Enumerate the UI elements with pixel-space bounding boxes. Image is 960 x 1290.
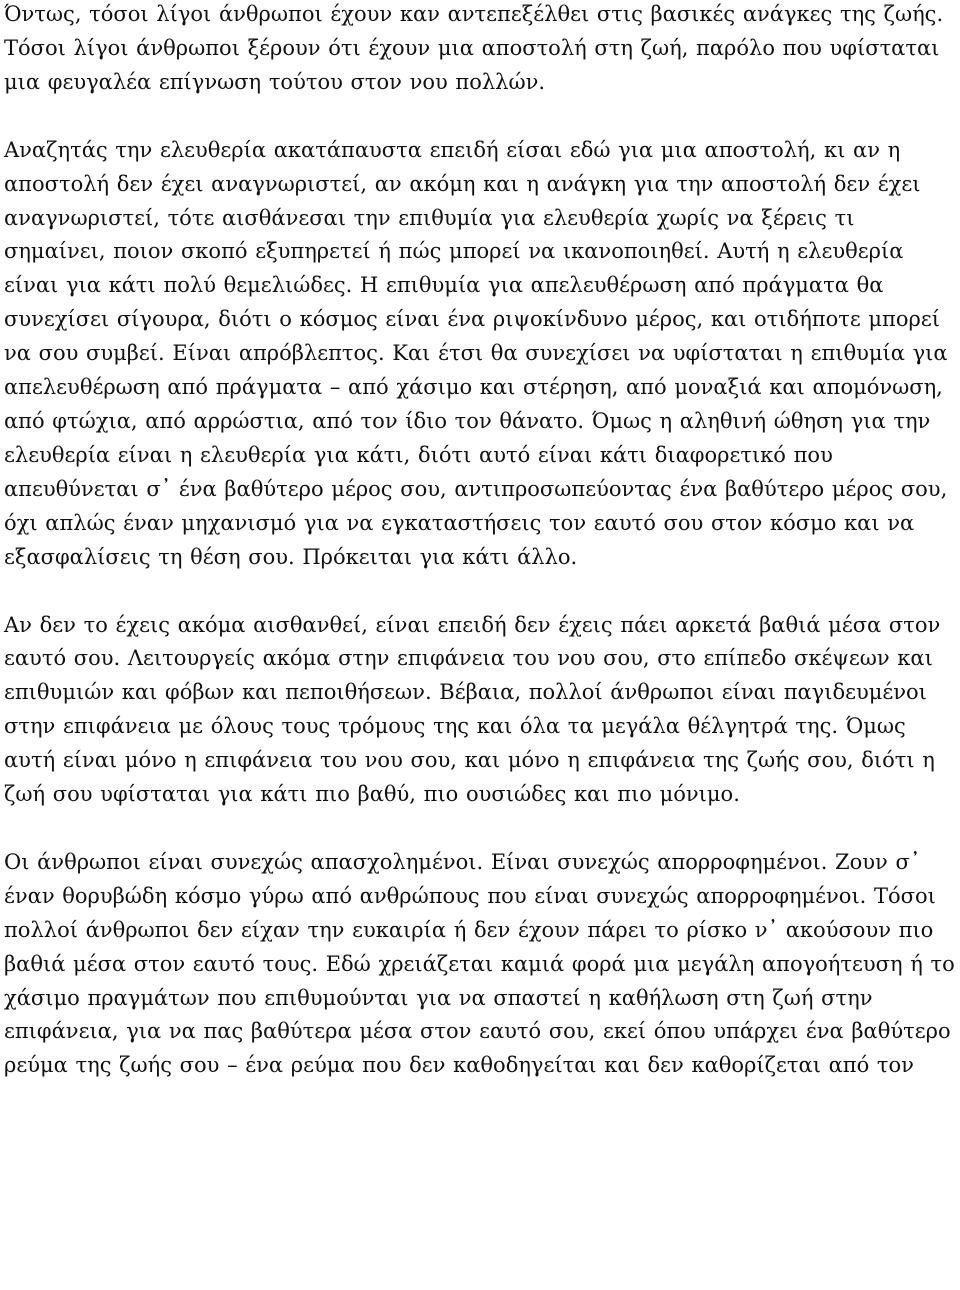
paragraph-1: Όντως, τόσοι λίγοι άνθρωποι έχουν καν αντεπεξέλθει στις βασικές ανάγκες της ζωής. Τόσοι λίγοι άνθρωποι ξέρουν ότι έχουν μια αποστολή στη ζωή, παρόλο που υφίσταται μια φευγαλέα επίγνωση τούτου στον νου πολλών. [4, 2, 944, 94]
paragraph-3: Αν δεν το έχεις ακόμα αισθανθεί, είναι επειδή δεν έχεις πάει αρκετά βαθιά μέσα στον εαυτό σου. Λειτουργείς ακόμα στην επιφάνεια του νου σου, στο επίπεδο σκέψεων και επιθυμιών και φόβων και πεποιθήσεων. Βέβαια, πολλοί άνθρωποι είναι παγιδευμένοι στην επιφάνεια με όλους τους τρόμους της και όλα τα μεγάλα θέλγητρά της. Όμως αυτή είναι μόνο η επιφάνεια του νου σου, και μόνο η επιφάνεια της ζωής σου, διότι η ζωή σου υφίσταται για κάτι πιο βαθύ, πιο ουσιώδες και πιο μόνιμο. [4, 612, 941, 807]
paragraph-2: Αναζητάς την ελευθερία ακατάπαυστα επειδή είσαι εδώ για μια αποστολή, κι αν η αποστολή δεν έχει αναγνωριστεί, αν ακόμη και η ανάγκη για την αποστολή δεν έχει αναγνωριστεί, τότε αισθάνεσαι την επιθυμία για ελευθερία χωρίς να ξέρεις τι σημαίνει, ποιον σκοπό εξυπηρετεί ή πώς μπορεί να ικανοποιηθεί. Αυτή η ελευθερία είναι για κάτι πολύ θεμελιώδες. Η επιθυμία για απελευθέρωση από πράγματα θα συνεχίσει σίγουρα, διότι ο κόσμος είναι ένα ριψοκίνδυνο μέρος, και οτιδήποτε μπορεί να σου συμβεί. Είναι απρόβλεπτος. Και έτσι θα συνεχίσει να υφίσταται η επιθυμία για απελευθέρωση από πράγματα – από χάσιμο και στέρηση, από μοναξιά και απομόνωση, από φτώχια, από αρρώστια, από τον ίδιο τον θάνατο. Όμως η αληθινή ώθηση για την ελευθερία είναι η ελευθερία για κάτι, διότι αυτό είναι κάτι διαφορετικό που απευθύνεται σ᾽ ένα βαθύτερο μέρος σου, αντιπροσωπεύοντας ένα βαθύτερο μέρος σου, όχι απλώς έναν μηχανισμό για να εγκαταστήσεις τον εαυτό σου στον κόσμο και να εξασφαλίσεις τη θέση σου. Πρόκειται για κάτι άλλο. [4, 137, 948, 569]
paragraph-4: Οι άνθρωποι είναι συνεχώς απασχολημένοι. Είναι συνεχώς απορροφημένοι. Ζουν σ᾽ έναν θορυβώδη κόσμο γύρω από ανθρώπους που είναι συνεχώς απορροφημένοι. Τόσοι πολλοί άνθρωποι δεν είχαν την ευκαιρία ή δεν έχουν πάρει το ρίσκο ν᾽ ακούσουν πιο βαθιά μέσα στον εαυτό τους. Εδώ χρειάζεται καμιά φορά μια μεγάλη απογοήτευση ή το χάσιμο πραγμάτων που επιθυμούνται για να σπαστεί η καθήλωση στη ζωή στην επιφάνεια, για να πας βαθύτερα μέσα στον εαυτό σου, εκεί όπου υπάρχει ένα βαθύτερο ρεύμα της ζωής σου – ένα ρεύμα που δεν καθοδηγείται και δεν καθορίζεται από τον [4, 849, 955, 1078]
